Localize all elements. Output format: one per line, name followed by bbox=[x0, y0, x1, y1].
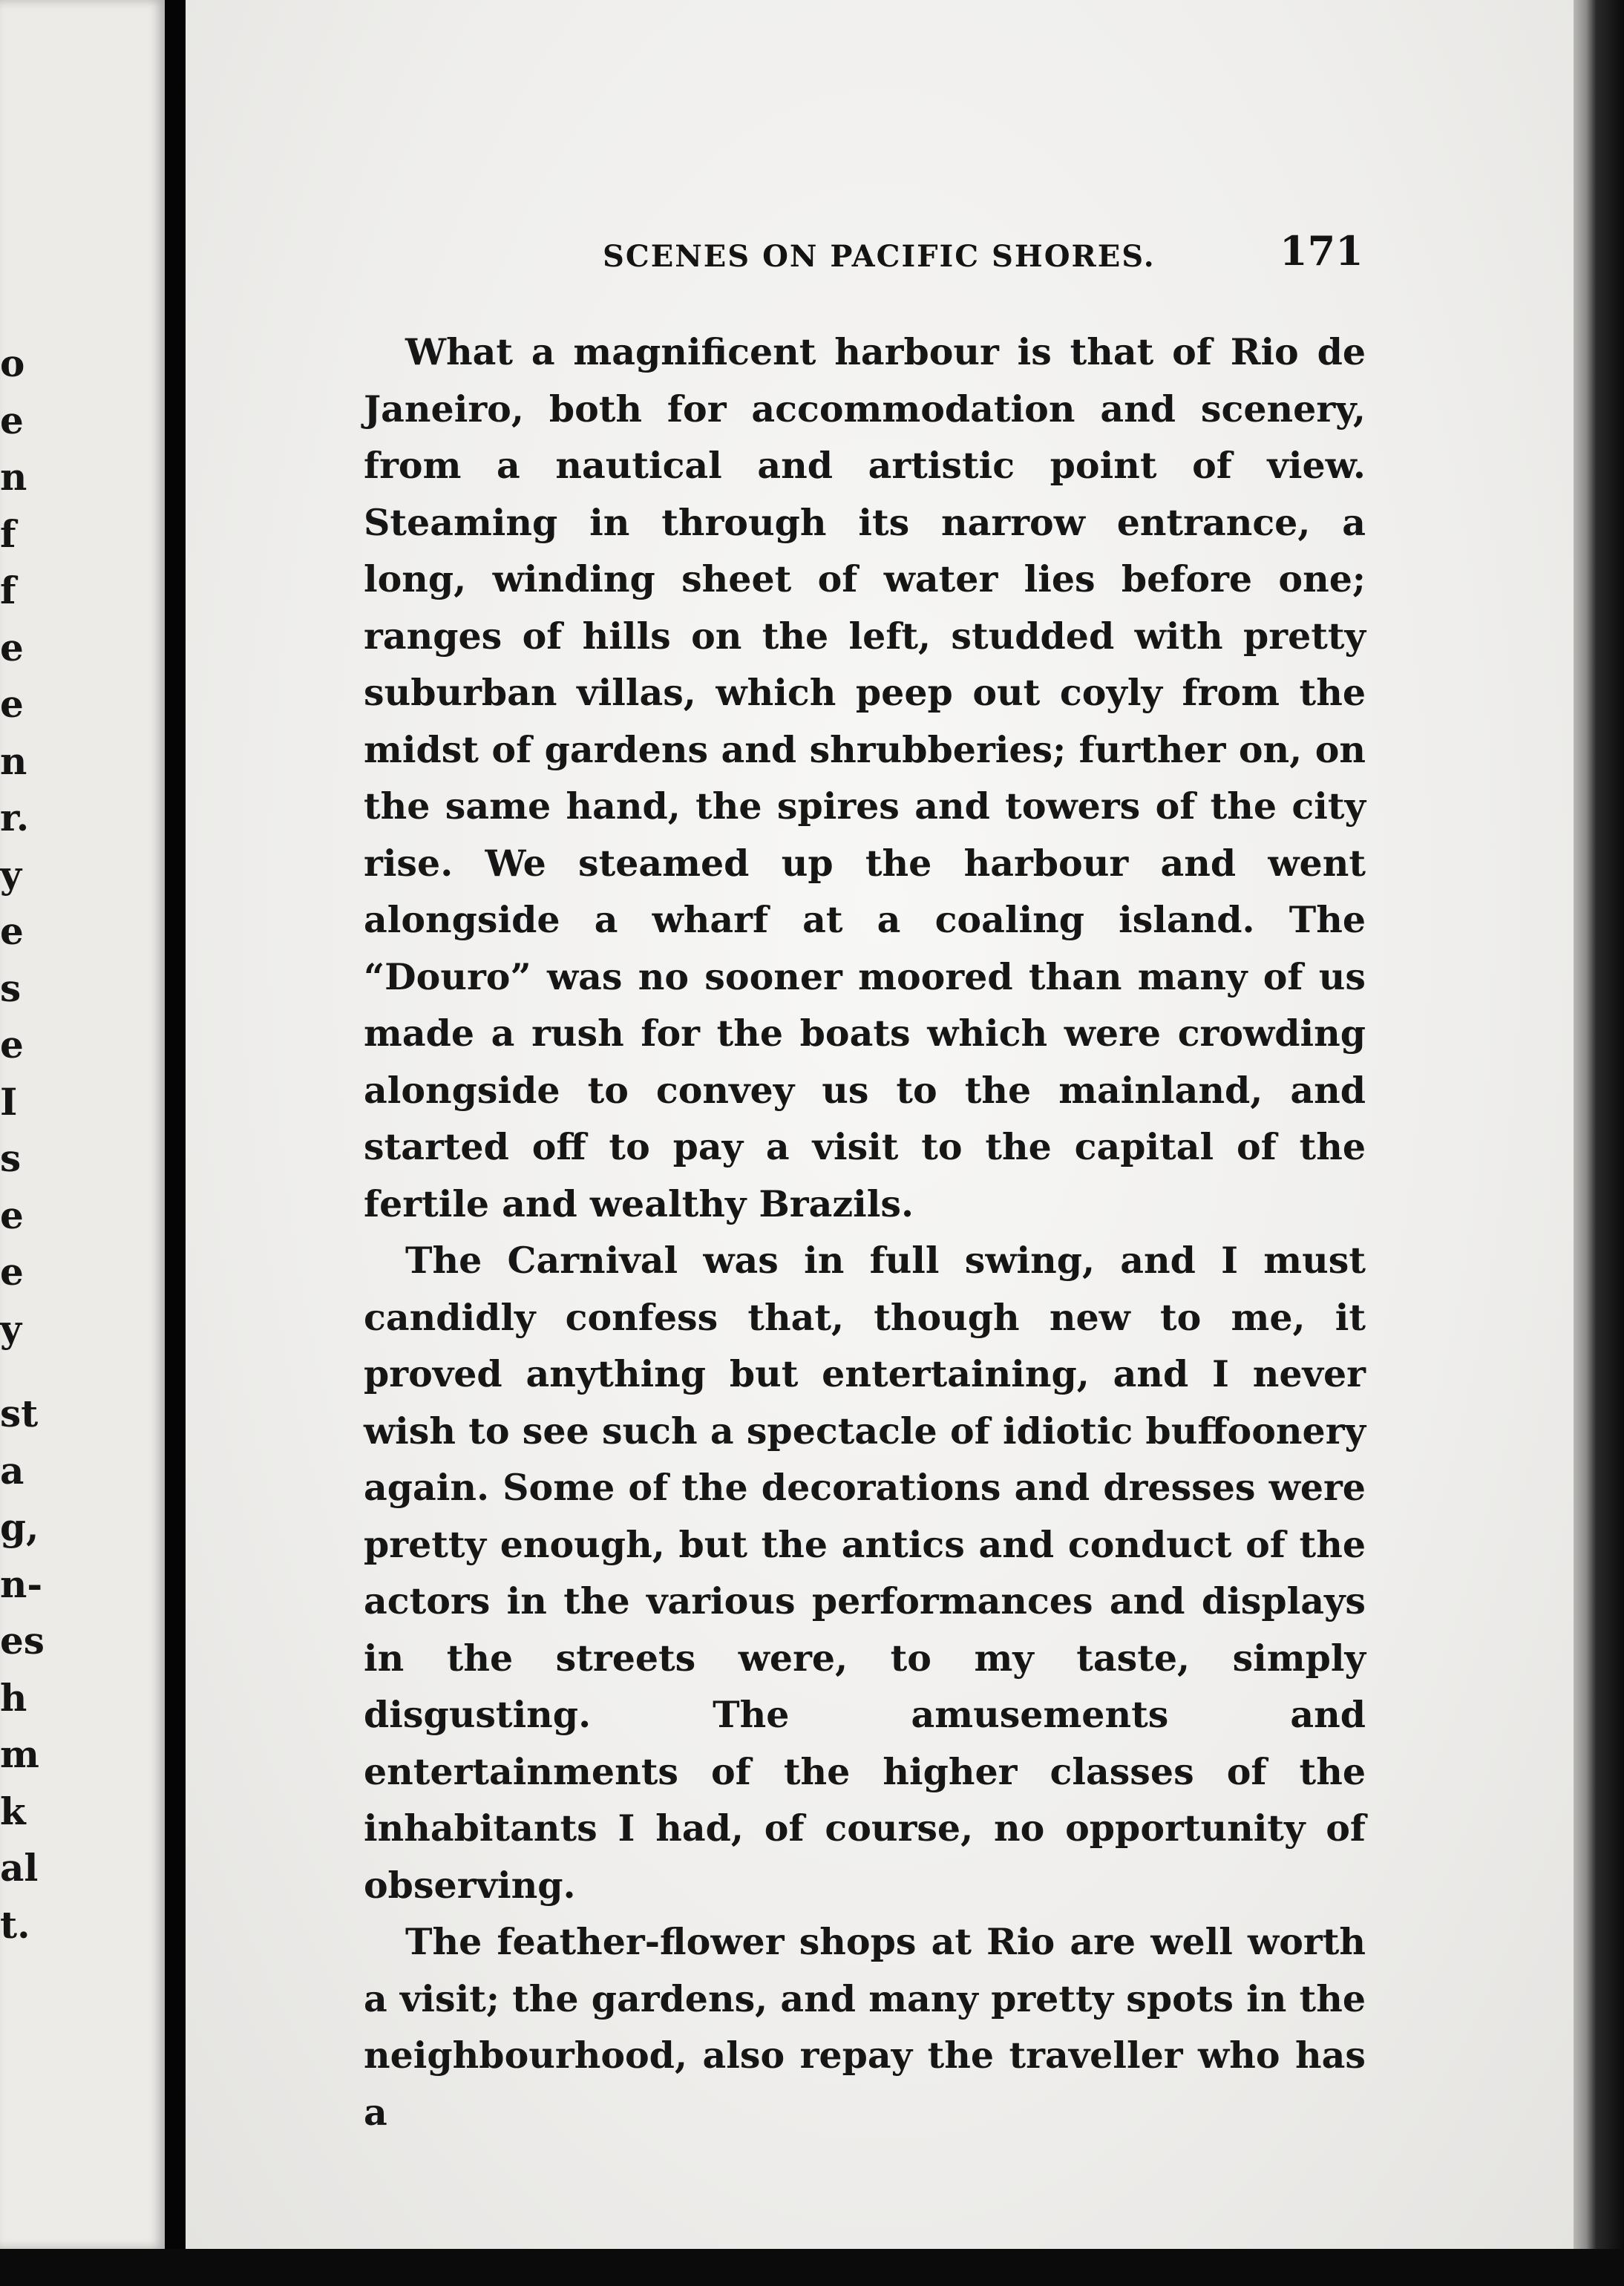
facing-page-fragment: e bbox=[0, 682, 24, 726]
facing-page-fragment: e bbox=[0, 625, 24, 669]
facing-page-fragment: e bbox=[0, 1193, 24, 1237]
facing-page-fragment: I bbox=[0, 1079, 18, 1124]
facing-page-fragment: y bbox=[0, 1306, 22, 1351]
scan-border-bottom bbox=[0, 2249, 1624, 2286]
facing-page-fragment: k bbox=[0, 1789, 26, 1833]
facing-page-fragment: s bbox=[0, 1136, 22, 1180]
facing-page-fragment: e bbox=[0, 1023, 24, 1067]
facing-page-fragment: n bbox=[0, 455, 27, 499]
facing-page-fragment: g, bbox=[0, 1505, 39, 1549]
facing-page-fragment: s bbox=[0, 966, 22, 1010]
page-number: 171 bbox=[1280, 227, 1363, 275]
facing-page-fragment: h bbox=[0, 1675, 27, 1720]
paragraph: What a magnificent harbour is that of Rio de Janeiro, both for accommodation and scenery, from a nautical and artistic point of view. Steaming in through its narrow entrance, a long, winding sheet of water lies before one; ranges of hills on the left, studded with pretty suburban villas, which peep out coyly from the midst of gardens and shrubberies; further on, on the same hand, the spires and towers of the city rise. We steamed up the harbour and went alongside a wharf at a coaling island. The “Douro” was no sooner moored than many of us made a rush for the boats which were crowding alongside to convey us to the mainland, and started off to pay a visit to the capital of the fertile and wealthy Brazils. bbox=[364, 330, 1366, 1225]
paragraph: The Carnival was in full swing, and I must candidly confess that, though new to me, it proved anything but entertaining, and I never wish to see such a spectacle of idiotic buffoonery again. Some of the decorations and dresses were pretty enough, but the antics and conduct of the actors in the various performances and displays in the streets were, to my taste, simply disgusting. The amusements and entertainments of the higher classes of the inhabitants I had, of course, no opportunity of observing. bbox=[364, 1239, 1366, 1907]
facing-page-fragment: al bbox=[0, 1846, 39, 1890]
page-edge-shadow bbox=[1574, 0, 1624, 2286]
facing-page-fragment: a bbox=[0, 1448, 24, 1493]
facing-page-fragment: st bbox=[0, 1392, 39, 1435]
facing-page-left bbox=[0, 0, 165, 2249]
facing-page-fragment: n- bbox=[0, 1562, 43, 1606]
facing-page-fragment: o bbox=[0, 341, 25, 385]
facing-page-fragment: e bbox=[0, 1250, 24, 1294]
facing-page-fragment: y bbox=[0, 852, 22, 897]
page-body bbox=[364, 324, 1366, 2141]
facing-page-fragment: f bbox=[0, 569, 16, 612]
paragraph: The feather-flower shops at Rio are well worth a visit; the gardens, and many pretty spots in the neighbourhood, also repay the traveller who has a bbox=[364, 1920, 1366, 2134]
facing-page-fragment: es bbox=[0, 1619, 45, 1663]
facing-page-fragment: f bbox=[0, 511, 16, 556]
facing-page-fragment: m bbox=[0, 1732, 39, 1776]
facing-page-fragment: n bbox=[0, 738, 27, 783]
running-title: SCENES ON PACIFIC SHORES. bbox=[603, 239, 1156, 274]
book-gutter bbox=[165, 0, 186, 2249]
facing-page-fragment: r. bbox=[0, 796, 30, 839]
facing-page-fragment: e bbox=[0, 909, 24, 953]
facing-page-fragment: e bbox=[0, 398, 24, 442]
facing-page-fragment: t. bbox=[0, 1902, 30, 1947]
